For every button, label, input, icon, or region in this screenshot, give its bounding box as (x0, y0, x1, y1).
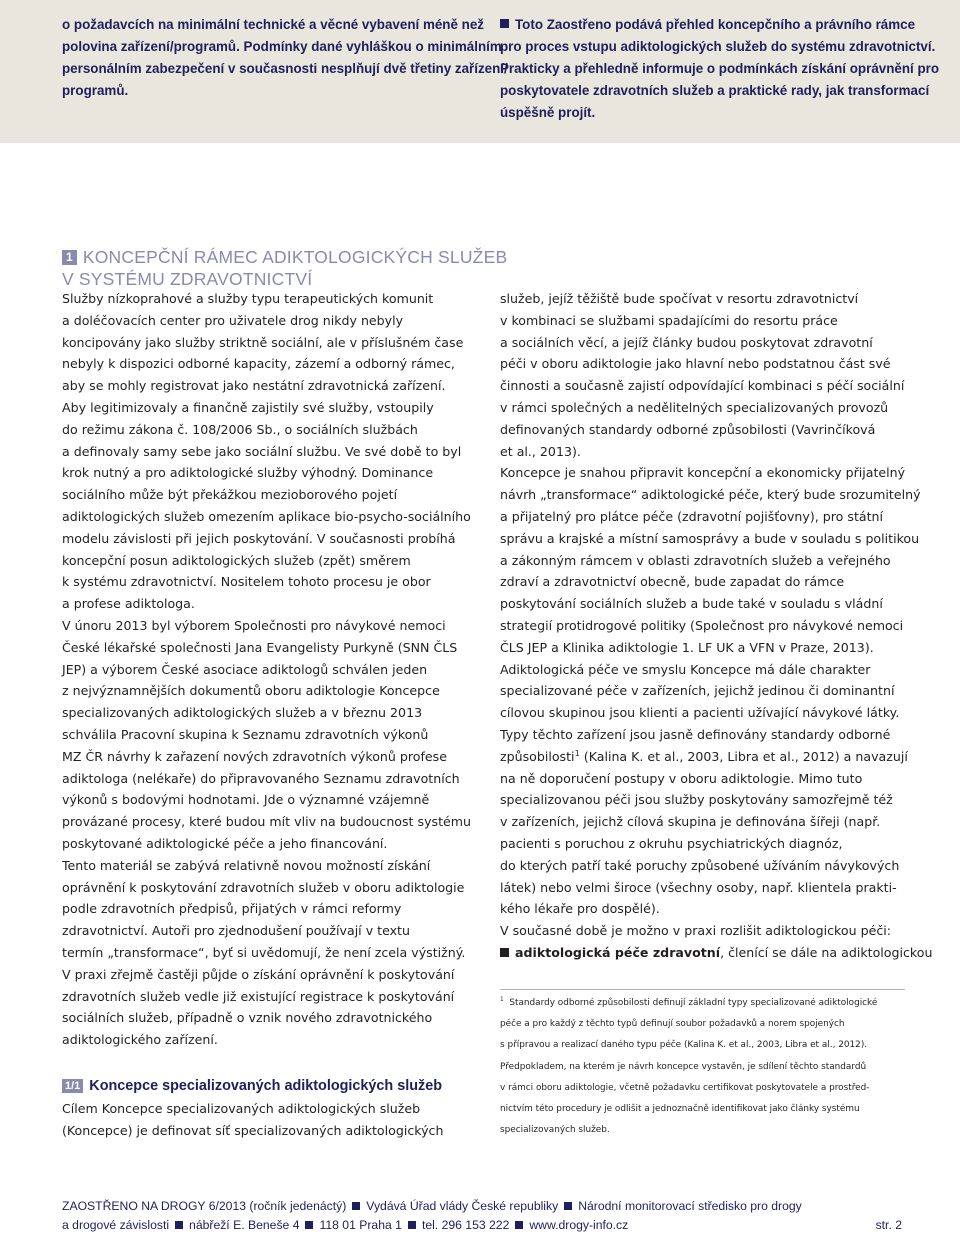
text-line: Typy těchto zařízení jsou jasně definovány standardy odborné (500, 726, 891, 742)
text-fragment: způsobilosti (500, 748, 575, 764)
text-line: k systému zdravotnictví. Nositelem tohoto procesu je obor (62, 574, 431, 590)
square-separator-icon (564, 1202, 572, 1210)
footnote-line: v rámci oboru adiktologie, včetně požadavku certifikovat poskytovatele a prostřed- (500, 1082, 870, 1093)
text-line: adiktologa (nelékaře) do připravovaného Seznamu zdravotních (62, 770, 460, 786)
text-line: a zákonným rámcem v oblasti zdravotních služeb a veřejného (500, 552, 891, 568)
square-bullet-icon (500, 19, 509, 28)
footnote (500, 993, 910, 1141)
square-separator-icon (408, 1221, 416, 1229)
text-line: Koncepce je snahou připravit koncepční a ekonomicky přijatelný (500, 465, 906, 481)
text-line: a doléčovacích center pro uživatele drog nikdy nebyly (62, 312, 404, 328)
text-line (500, 14, 920, 36)
text-line: a sociálních věcí, a jejíž články budou poskytovat zdravotní (500, 334, 873, 350)
text-line: pacienti s poruchou z okruhu psychiatrických diagnóz, (500, 835, 843, 851)
text-line: MZ ČR návrhy k zařazení nových zdravotních výkonů profese (62, 748, 447, 764)
text-line: adiktologických služeb omezením aplikace bio-psycho-sociálního (62, 508, 471, 524)
square-separator-icon (352, 1202, 360, 1210)
subsection-heading (62, 1076, 492, 1096)
square-separator-icon (515, 1221, 523, 1229)
text-line-with-footnote (500, 746, 920, 768)
footnote-line: s přípravou a realizací daného typu péče (Kalina K. et al., 2003, Libra et al., 2012). (500, 1040, 868, 1051)
text-line: definovaných standardy odborné způsobilosti (Vavrinčíková (500, 421, 876, 437)
text-line: V praxi zřejmě častěji půjde o získání oprávnění k poskytování (62, 966, 455, 982)
footnote-divider (500, 989, 905, 990)
text-line: Služby nízkoprahové a služby typu terapeutických komunit (62, 291, 434, 306)
text-line: ČLS JEP a Klinika adiktologie 1. LF UK a VFN v Praze, 2013). (500, 639, 874, 655)
text-line: polovina zařízení/programů. Podmínky dané vyhláškou o minimálním (62, 39, 502, 54)
text-line: péči v oboru adiktologie jako hlavní nebo podstatnou část své (500, 356, 891, 372)
text-line: zdravotních služeb vedle již existující registrace k poskytování (62, 988, 455, 1004)
intro-left-text (62, 14, 508, 102)
text-line: výkonů s bodovými hodnotami. Jde o významné vzájemně (62, 792, 430, 808)
text-line: JEP) a výborem České asociace adiktologů schválen jeden (62, 661, 428, 677)
footer-street: nábřeží E. Beneše 4 (189, 1218, 300, 1232)
text-line: V současné době je možno v praxi rozlišit adiktologickou péči: (500, 923, 891, 939)
text-line: poskytování sociálních služeb a bude také v souladu s vládní (500, 596, 883, 612)
text-line: České lékařské společnosti Jana Evangelisty Purkyně (SNN ČLS (62, 639, 458, 655)
footnote-marker: 1 (500, 997, 504, 1004)
page-number: str. 2 (875, 1218, 902, 1232)
text-line: činnosti a současně zajistí odpovídající kombinaci s péčí sociální (500, 378, 905, 394)
text-line: V únoru 2013 byl výborem Společnosti pro návykové nemoci (62, 617, 446, 633)
footer-line (62, 1216, 902, 1235)
footer-website-link[interactable]: www.drogy-info.cz (529, 1218, 629, 1232)
text-line: nebyly k dispozici odborné kapacity, zázemí a odborný rámec, (62, 356, 455, 372)
footer-city: 118 01 Praha 1 (319, 1218, 402, 1232)
text-line: adiktologického zařízení. (62, 1032, 218, 1048)
footnote-line: specializovaných služeb. (500, 1125, 610, 1136)
text-line: zdravotnictví. Autoři pro zjednodušení používají v textu (62, 923, 410, 939)
heading-text: KONCEPČNÍ RÁMEC ADIKTOLOGICKÝCH SLUŽEB (82, 247, 508, 267)
footnote-text: Standardy odborné způsobilosti definují základní typy specializované adiktologické (509, 998, 878, 1008)
text-line: programů. (62, 83, 129, 98)
text-line: modelu závislosti při jejich poskytování. V současnosti probíhá (62, 530, 456, 546)
bullet-item (500, 942, 933, 964)
text-line: v kombinaci se službami spadajícími do resortu práce (500, 312, 838, 328)
text-line: specializovaných adiktologických služeb a v březnu 2013 (62, 705, 423, 721)
subsection-number-badge: 1/1 (62, 1079, 83, 1093)
text-line: strategií protidrogové politiky (Společnost pro návykové nemoci (500, 617, 904, 633)
footer-organization-cont: a drogové závislosti (62, 1218, 170, 1232)
page-footer (62, 1197, 902, 1235)
section-heading (62, 246, 508, 290)
text-line: návrh „transformace“ adiktologické péče, který bude srozumitelný (500, 487, 921, 503)
text-line: na ně doporučení postupy v oboru adiktologie. Mimo tuto (500, 770, 863, 786)
text-line: do kterých patří také poruchy způsobené užíváním návykových (500, 857, 900, 873)
footer-publication: ZAOSTŘENO NA DROGY 6/2013 (ročník jedenáctý) (62, 1199, 347, 1213)
text-line: sociálních služeb, případně o vznik nového zdravotnického (62, 1010, 433, 1026)
bullet-text: , členící se dále na adiktologickou (720, 944, 933, 960)
right-column (500, 288, 933, 964)
footer-organization: Národní monitorovací středisko pro drogy (578, 1199, 802, 1213)
text-line: koncipovány jako služby striktně sociální, ale v příslušném čase (62, 334, 464, 350)
text-line: cílovou skupinou jsou klienti a pacienti užívající návykové látky. (500, 705, 900, 721)
footnote-line: nictvím této procedury je odlišit a jednoznačně identifikovat jako články systému (500, 1104, 860, 1115)
section-number-badge: 1 (62, 250, 77, 265)
text-line: krok nutný a pro adiktologické služby výhodný. Dominance (62, 465, 434, 481)
text-line: (Koncepce) je definovat síť specializovaných adiktologických (62, 1122, 444, 1138)
text-line: do režimu zákona č. 108/2006 Sb., o sociálních službách (62, 421, 418, 437)
text-line: poskytovatele zdravotních služeb a praktické rady, jak transformací (500, 83, 930, 98)
text-line: Cílem Koncepce specializovaných adiktologických služeb (62, 1101, 421, 1116)
text-line: koncepční posun adiktologických služeb (zpět) směrem (62, 552, 411, 568)
text-line: úspěšně projít. (500, 105, 596, 120)
square-separator-icon (305, 1221, 313, 1229)
text-line: specializované péče v zařízeních, jejichž jedinou či dominantní (500, 683, 895, 699)
text-line: Tento materiál se zabývá relativně novou možností získání (62, 857, 431, 873)
footnote-line: péče a pro každý z těchto typů definují soubor požadavků a norem spojených (500, 1019, 845, 1030)
heading-line: V SYSTÉMU ZDRAVOTNICTVÍ (62, 269, 313, 289)
text-line: o požadavcích na minimální technické a věcné vybavení méně než (62, 17, 484, 32)
text-line: poskytované adiktologické péče a jeho financování. (62, 835, 388, 851)
footnote-line (500, 993, 910, 1014)
footer-publisher: Vydává Úřad vlády České republiky (366, 1199, 559, 1213)
text-line: a přijatelný pro plátce péče (zdravotní pojišťovny), pro státní (500, 508, 884, 524)
text-line: kého lékaře pro dospělé). (500, 901, 660, 917)
text-line: správu a krajské a místní samosprávy a bude v souladu s politikou (500, 530, 920, 546)
square-separator-icon (175, 1221, 183, 1229)
text-line: schválila Pracovní skupina k Seznamu zdravotních výkonů (62, 726, 429, 742)
text-line: látek) nebo velmi široce (všechny osoby, např. klientela prakti- (500, 879, 897, 895)
text-line: v zařízeních, jejichž cílová skupina je definována šířeji (např. (500, 814, 881, 830)
footer-line (62, 1197, 902, 1216)
text-line: Adiktologická péče ve smyslu Koncepce má dále charakter (500, 661, 871, 677)
text-line: provázané procesy, které budou mít vliv na budoucnost systému (62, 814, 472, 830)
text-line: zdraví a zdravotnictví obecně, bude zapadat do rámce (500, 574, 845, 590)
text-line: Aby legitimizovaly a finančně zajistily své služby, vstoupily (62, 399, 434, 415)
text-line: et al., 2013). (500, 443, 581, 459)
text-line: pro proces vstupu adiktologických služeb do systému zdravotnictví. (500, 39, 936, 54)
text-line: a profese adiktologa. (62, 596, 195, 612)
text-line: specializovanou péči jsou služby poskytovány samozřejmě též (500, 792, 893, 808)
text-line: služeb, jejíž těžiště bude spočívat v resortu zdravotnictví (500, 291, 859, 306)
text-line: v rámci společných a nedělitelných specializovaných provozů (500, 399, 889, 415)
text-line: personálním zabezpečení v současnosti nesplňují dvě třetiny zařízení/ (62, 61, 508, 76)
text-line: a definovaly samy sebe jako sociální službu. Ve své době to byl (62, 443, 462, 459)
footnote-line: Předpokladem, na kterém je návrh koncepce vystavěn, je sdílení těchto standardů (500, 1061, 867, 1072)
text-line-content: Toto Zaostřeno podává přehled koncepčního a právního rámce (515, 17, 916, 32)
bullet-term: adiktologická péče zdravotní (515, 944, 721, 960)
text-line: oprávnění k poskytování zdravotních služeb v oboru adiktologie (62, 879, 465, 895)
square-bullet-icon (500, 948, 509, 957)
text-line: sociálního může být překážkou mezioborového pojetí (62, 487, 398, 503)
intro-right-text (500, 14, 940, 124)
footer-phone: tel. 296 153 222 (421, 1218, 510, 1232)
text-line: podle zdravotních předpisů, přijatých v rámci reformy (62, 901, 402, 917)
text-line: aby se mohly registrovat jako nestátní zdravotnická zařízení. (62, 378, 446, 394)
subsection-text (62, 1098, 492, 1142)
text-line: Prakticky a přehledně informuje o podmínkách získání oprávnění pro (500, 61, 940, 76)
footnote-reference[interactable]: 1 (574, 747, 580, 758)
left-column (62, 288, 482, 1051)
text-line: z nejvýznamnějších dokumentů oboru adiktologie Koncepce (62, 683, 440, 699)
subsection-title: Koncepce specializovaných adiktologických služeb (89, 1078, 442, 1094)
text-fragment: (Kalina K. et al., 2003, Libra et al., 2012) a navazují (579, 748, 908, 764)
text-line: termín „transformace“, byť si uvědomují, že není zcela výstižný. (62, 944, 466, 960)
heading-line (62, 246, 508, 268)
